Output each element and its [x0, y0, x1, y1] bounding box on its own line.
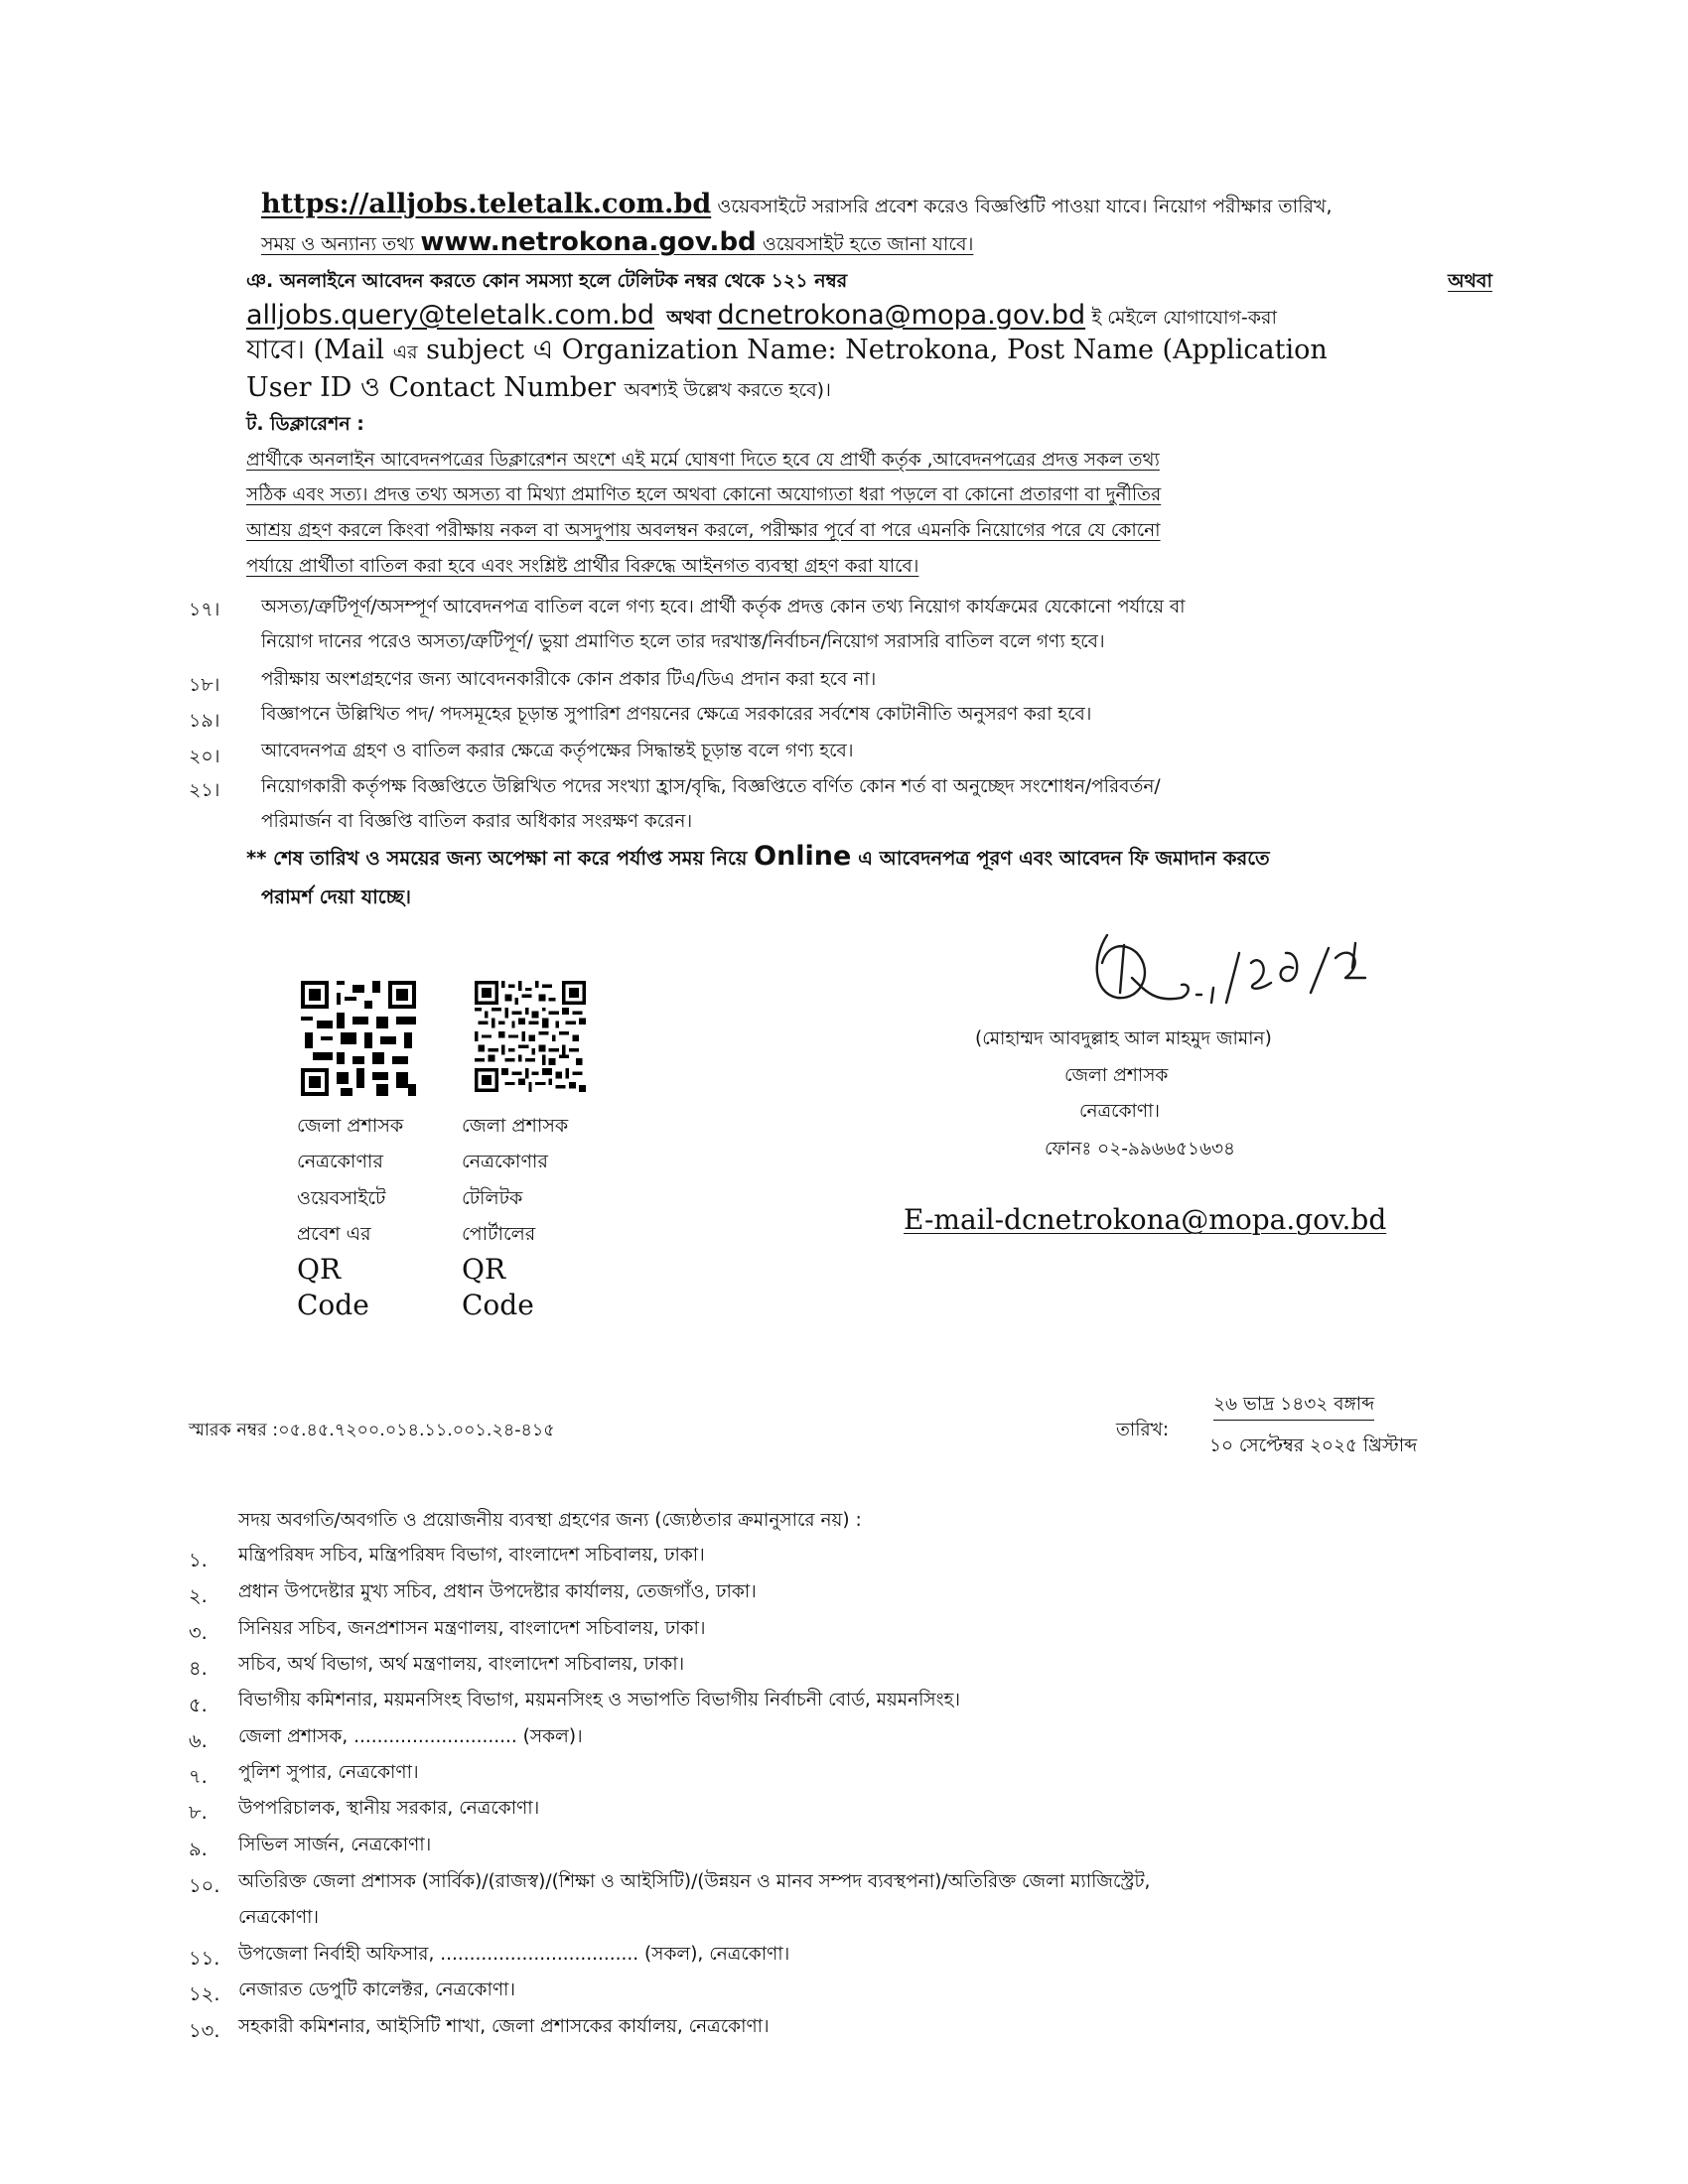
- email-or: অথবা: [666, 307, 712, 329]
- header-line1-text: ওয়েবসাইটে সরাসরি প্রবেশ করেও বিজ্ঞপ্তিটি পাওয়া যাবে। নিয়োগ পরীক্ষার তারিখ,: [717, 196, 1333, 217]
- qr1-caption-2: নেত্রকোণার: [297, 1151, 383, 1172]
- dist-12-number: ১২.: [189, 1982, 220, 2005]
- dist-1-number: ১.: [189, 1549, 208, 1571]
- dist-10-line-2: নেত্রকোণা।: [238, 1907, 320, 1928]
- item-17-line-2: নিয়োগ দানের পরেও অসত্য/ত্রুটিপূর্ণ/ ভুয়া প্রমাণিত হলে তার দরখাস্ত/নির্বাচন/নিয়োগ সরাসরি বাতিল বলে গণ্য হবে।: [261, 631, 1105, 652]
- dist-11-number: ১১.: [189, 1947, 220, 1970]
- dist-9-number: ৯.: [189, 1838, 208, 1860]
- item-18-number: ১৮।: [189, 674, 220, 696]
- declaration-heading: ট. ডিক্লারেশন :: [246, 413, 364, 435]
- header-line2-pre: সময় ও অন্যান্য তথ্য: [261, 233, 415, 255]
- mail-subject-b: এর: [392, 341, 418, 363]
- item-17-number: ১৭।: [189, 599, 220, 620]
- online-problem-line: [246, 264, 1492, 298]
- dist-7-number: ৭.: [189, 1765, 208, 1788]
- qr1-caption-4: প্রবেশ এর: [297, 1223, 371, 1245]
- mail-subject-a: যাবে। (Mail: [246, 335, 385, 365]
- dist-2-text: প্রধান উপদেষ্টার মুখ্য সচিব, প্রধান উপদেষ্টার কার্যালয়, তেজগাঁও, ঢাকা।: [238, 1581, 757, 1602]
- dc-email[interactable]: dcnetrokona@mopa.gov.bd: [717, 300, 1086, 331]
- qr-code-website[interactable]: [301, 981, 416, 1096]
- header-line-1: [261, 188, 1332, 223]
- item-18-line-1: পরীক্ষায় অংশগ্রহণের জন্য আবেদনকারীকে কোন প্রকার টিএ/ডিএ প্রদান করা হবে না।: [261, 669, 877, 690]
- memo-date-bangla: ২৬ ভাদ্র ১৪৩২ বঙ্গাব্দ: [1213, 1390, 1374, 1421]
- qr2-caption-4: পোর্টালের: [462, 1223, 536, 1245]
- item-20-line-1: আবেদনপত্র গ্রহণ ও বাতিল করার ক্ষেত্রে কর্তৃপক্ষের সিদ্ধান্তই চূড়ান্ত বলে গণ্য হবে।: [261, 741, 854, 761]
- header-line-2: [261, 225, 973, 261]
- dist-10-line-1: অতিরিক্ত জেলা প্রশাসক (সার্বিক)/(রাজস্ব)/(শিক্ষা ও আইসিটি)/(উন্নয়ন ও মানব সম্পদ ব্যবস্থপনা)/অতিরিক্ত জেলা ম্যাজিস্ট্রেট,: [238, 1871, 1151, 1892]
- dist-7-text: পুলিশ সুপার, নেত্রকোণা।: [238, 1762, 419, 1783]
- dist-11-text: উপজেলা নির্বাহী অফিসার, .................................. (সকল), নেত্রকোণা।: [238, 1944, 790, 1965]
- memo-date-english: ১০ সেপ্টেম্বর ২০২৫ খ্রিস্টাব্দ: [1209, 1435, 1418, 1456]
- declaration-line-3: আশ্রয় গ্রহণ করলে কিংবা পরীক্ষায় নকল বা অসদুপায় অবলম্বন করলে, পরীক্ষার পূর্বে বা পরে এমনকি নিয়োগের পরে যে কোনো: [246, 520, 1161, 541]
- dist-12-text: নেজারত ডেপুটি কালেক্টর, নেত্রকোণা।: [238, 1979, 516, 2000]
- declaration-line-1: প্রার্থীকে অনলাইন আবেদনপত্রের ডিক্লারেশন অংশে এই মর্মে ঘোষণা দিতে হবে যে প্রার্থী কর্তৃক ,আবেদনপত্রের প্রদত্ত সকল তথ্য: [246, 450, 1160, 471]
- declaration-line-2: সঠিক এবং সত্য। প্রদত্ত তথ্য অসত্য বা মিথ্যা প্রমাণিত হলে অথবা কোনো অযোগ্যতা ধরা পড়লে বা কোনো প্রতারণা বা দুর্নীতির: [246, 484, 1162, 505]
- dist-8-text: উপপরিচালক, স্থানীয় সরকার, নেত্রকোণা।: [238, 1798, 540, 1819]
- item-21-line-2: পরিমার্জন বা বিজ্ঞপ্তি বাতিল করার অধিকার সংরক্ষণ করেন।: [261, 811, 693, 832]
- dist-10-number: ১০.: [189, 1874, 220, 1897]
- qr1-caption-1: জেলা প্রশাসক: [297, 1115, 404, 1137]
- notice-text-c: এ আবেদনপত্র পূরণ এবং আবেদন ফি জমাদান করতে: [858, 847, 1270, 870]
- memo-date-label: তারিখ:: [1116, 1420, 1170, 1440]
- qr2-code-label-2: Code: [462, 1289, 534, 1321]
- netrokona-url[interactable]: www.netrokona.gov.bd: [420, 227, 757, 257]
- mail-subject-line: [246, 334, 1328, 369]
- mail-userid-a: User ID ও Contact Number: [246, 372, 617, 403]
- qr2-caption-2: নেত্রকোণার: [462, 1151, 548, 1172]
- qr2-caption-3: টেলিটক: [462, 1187, 523, 1209]
- mail-userid-b: অবশ্যই উল্লেখ করতে হবে)।: [624, 379, 831, 401]
- item-21-line-1: নিয়োগকারী কর্তৃপক্ষ বিজ্ঞপ্তিতে উল্লিখিত পদের সংখ্যা হ্রাস/বৃদ্ধি, বিজ্ঞপ্তিতে বর্ণিত কোন শর্ত বা অনুচ্ছেদ সংশোধন/পরিবর্তন/: [261, 776, 1161, 797]
- dist-6-text: জেলা প্রশাসক, ............................ (সকল)।: [238, 1726, 583, 1747]
- dist-6-number: ৬.: [189, 1729, 208, 1752]
- dist-5-number: ৫.: [189, 1694, 208, 1716]
- qr1-code-label-1: QR: [297, 1253, 342, 1286]
- email-contact-post: ই মেইলে যোগাযোগ-করা: [1091, 307, 1278, 329]
- dist-9-text: সিভিল সার্জন, নেত্রকোণা।: [238, 1835, 432, 1855]
- item-19-number: ১৯।: [189, 710, 220, 732]
- dist-1-text: মন্ত্রিপরিষদ সচিব, মন্ত্রিপরিষদ বিভাগ, বাংলাদেশ সচিবালয়, ঢাকা।: [238, 1545, 705, 1566]
- dist-2-number: ২.: [189, 1584, 208, 1607]
- mail-userid-line: [246, 371, 831, 407]
- dist-8-number: ৮.: [189, 1801, 208, 1824]
- email-contact-line: [246, 299, 1277, 335]
- signatory-title: জেলা প্রশাসক: [1064, 1065, 1169, 1086]
- qr1-caption-3: ওয়েবসাইটে: [297, 1187, 386, 1209]
- dist-4-text: সচিব, অর্থ বিভাগ, অর্থ মন্ত্রণালয়, বাংলাদেশ সচিবালয়, ঢাকা।: [238, 1654, 685, 1675]
- notice-text-a: ** শেষ তারিখ ও সময়ের জন্য অপেক্ষা না করে পর্যাপ্ত সময় নিয়ে: [246, 847, 748, 870]
- dist-13-text: সহকারী কমিশনার, আইসিটি শাখা, জেলা প্রশাসকের কার্যালয়, নেত্রকোণা।: [238, 2016, 770, 2037]
- mail-subject-c: subject এ Organization Name: Netrokona, Post Name (Application: [426, 335, 1328, 365]
- signatory-name: (মোহাম্মদ আবদুল্লাহ আল মাহমুদ জামান): [975, 1028, 1272, 1049]
- memo-number: স্মারক নম্বর :০৫.৪৫.৭২০০.০১৪.১১.০০১.২৪-৪১৫: [189, 1421, 555, 1440]
- qr1-code-label-2: Code: [297, 1289, 369, 1321]
- online-problem-text: ঞ. অনলাইনে আবেদন করতে কোন সমস্যা হলে টেলিটক নম্বর থেকে ১২১ নম্বর: [246, 270, 848, 292]
- qr-code-teletalk[interactable]: [475, 981, 586, 1092]
- qr2-caption-1: জেলা প্রশাসক: [462, 1115, 569, 1137]
- item-19-line-1: বিজ্ঞাপনে উল্লিখিত পদ/ পদসমূহের চূড়ান্ত সুপারিশ প্রণয়নের ক্ষেত্রে সরকারের সর্বশেষ কোটানীতি অনুসরণ করা হবে।: [261, 704, 1092, 725]
- item-17-line-1: অসত্য/ত্রুটিপূর্ণ/অসম্পূর্ণ আবেদনপত্র বাতিল বলে গণ্য হবে। প্রার্থী কর্তৃক প্রদত্ত কোন তথ্য নিয়োগ কার্যক্রমের যেকোনো পর্যায়ে বা: [261, 597, 1186, 617]
- query-email[interactable]: alljobs.query@teletalk.com.bd: [246, 300, 654, 331]
- dist-4-number: ৪.: [189, 1657, 208, 1680]
- teletalk-url[interactable]: https://alljobs.teletalk.com.bd: [261, 189, 712, 219]
- signatory-email[interactable]: E-mail-dcnetrokona@mopa.gov.bd: [904, 1203, 1387, 1236]
- distribution-intro: সদয় অবগতি/অবগতি ও প্রয়োজনীয় ব্যবস্থা গ্রহণের জন্য (জ্যেষ্ঠতার ক্রমানুসারে নয়) :: [238, 1510, 862, 1531]
- notice-line-1: [246, 840, 1270, 876]
- handwritten-signature: [1062, 923, 1380, 1032]
- dist-5-text: বিভাগীয় কমিশনার, ময়মনসিংহ বিভাগ, ময়মনসিংহ ও সভাপতি বিভাগীয় নির্বাচনী বোর্ড, ময়মনসিংহ।: [238, 1690, 960, 1710]
- header-line2-post: ওয়েবসাইট হতে জানা যাবে।: [762, 233, 974, 255]
- signatory-district: নেত্রকোণা।: [1079, 1101, 1161, 1122]
- dist-3-number: ৩.: [189, 1621, 208, 1644]
- item-20-number: ২০।: [189, 746, 220, 767]
- online-problem-or: অথবা: [1448, 270, 1492, 292]
- notice-line-2: পরামর্শ দেয়া যাচ্ছে।: [261, 886, 412, 908]
- dist-3-text: সিনিয়র সচিব, জনপ্রশাসন মন্ত্রণালয়, বাংলাদেশ সচিবালয়, ঢাকা।: [238, 1618, 706, 1639]
- notice-online: Online: [754, 841, 852, 872]
- signatory-phone: ফোনঃ ০২-৯৯৬৬৫১৬৩৪: [1045, 1139, 1236, 1160]
- qr2-code-label-1: QR: [462, 1253, 506, 1286]
- declaration-line-4: পর্যায়ে প্রার্থীতা বাতিল করা হবে এবং সংশ্লিষ্ট প্রার্থীর বিরুদ্ধে আইনগত ব্যবস্থা গ্রহণ করা যাবে।: [246, 556, 919, 577]
- item-21-number: ২১।: [189, 779, 220, 801]
- dist-13-number: ১৩.: [189, 2019, 220, 2042]
